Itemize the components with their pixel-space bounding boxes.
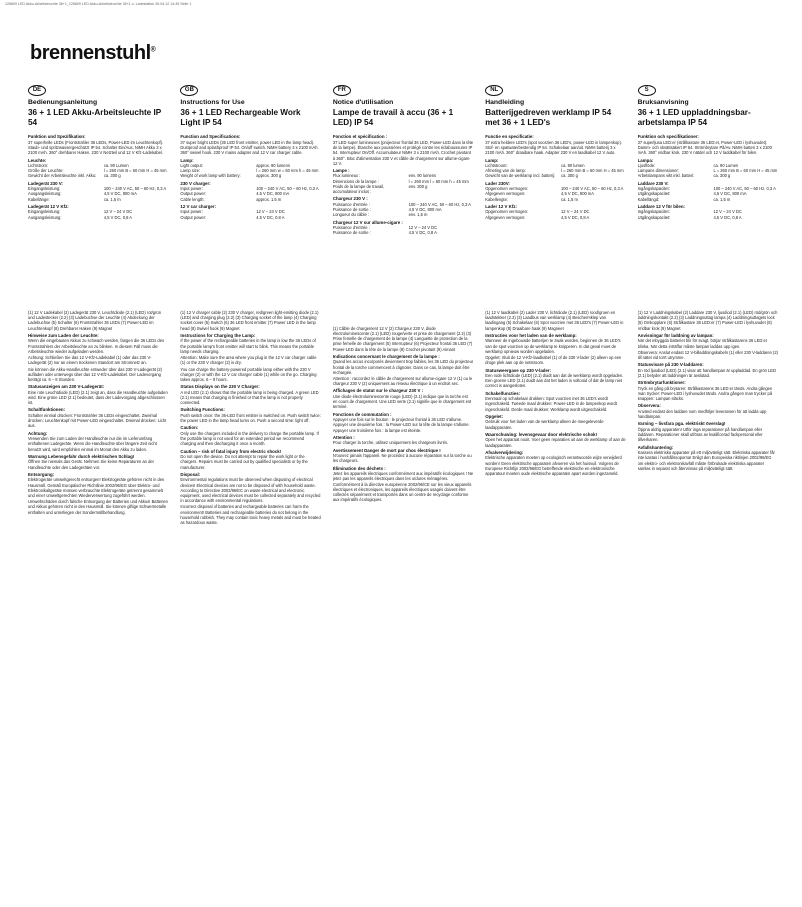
- figure-spacer: [485, 220, 625, 310]
- paragraph: Een rode lichtdiode (LED) (2.1) duidt aan dat de werklamp wordt opgeladen. Een groene LED (2.1) duidt aan dat het laden is voltooid of dat de lamp niet correct is aangesloten.: [485, 373, 624, 389]
- section-heading: Funktion och specifikationer:: [637, 134, 699, 140]
- spec-label: Dimensions de la lampe :: [332, 178, 379, 184]
- spec-value: ca. 1,5 m: [103, 196, 121, 202]
- logo-mark: ®: [150, 46, 156, 54]
- figure-spacer: [180, 220, 320, 310]
- figure-spacer: [638, 220, 778, 310]
- section-heading: Élimination des déchets :: [332, 465, 386, 471]
- spec-value: 4.5 V DC, 800 mA: [256, 191, 290, 197]
- spec-label: Output power:: [180, 214, 207, 220]
- section-heading: Avfallshantering:: [637, 444, 674, 450]
- section-heading: Laddare 230 V:: [637, 180, 669, 186]
- paragraph: Gebruik voor het laden van de werklamp alleen de meegeleverde laadapparaten.: [485, 419, 604, 430]
- spec-value: ca. 90 Lumen: [103, 163, 129, 169]
- section-heading: Caution:: [180, 425, 199, 431]
- spec-value: ca. 90 Lumen: [713, 163, 739, 169]
- section-heading: Statusweergave op 230 V-lader:: [485, 367, 552, 373]
- spec-label: Cable length:: [180, 196, 205, 202]
- spec-value: 12 V – 24 V DC: [713, 209, 742, 215]
- paragraph: Wenn die eingebauten Akkus zu schwach werden, fangen die 36 LEDs des Frontstrahlers der Arbeitsleuchte an zu blinken. In diesem Fall muss die Arbeitsleuchte wieder aufgeladen werden.: [28, 338, 165, 354]
- language-badge: GB: [180, 85, 198, 96]
- spec-label: Eingangsleistung:: [28, 186, 61, 192]
- section-heading: Instructions for Charging the Lamp:: [180, 332, 256, 338]
- section-heading: Chargeur 230 V :: [332, 196, 368, 202]
- spec-value: L = 260 mm B = 60 mm H = 45 mm: [713, 168, 778, 174]
- spec-label: Eingangsleistung:: [28, 209, 61, 215]
- section-heading: Leuchte:: [28, 157, 47, 163]
- spec-label: Ingångskapacitet:: [637, 186, 670, 192]
- language-badge: NL: [485, 85, 503, 96]
- brand-logo: [30, 42, 155, 65]
- paragraph: Quand les accus incorporés deviennent trop faibles, les 36 LED du projecteur frontal de la torche commencent à clignoter. Dans ce cas, la lampe doit être rechargée.: [332, 359, 474, 375]
- spec-value: l = 260 mm w = 60 mm h = 45 mm: [256, 168, 319, 174]
- spec-label: Longueur du câble :: [332, 212, 370, 218]
- spec-label: Ingångskapacitet:: [637, 209, 670, 215]
- section-heading: Lader 230V:: [485, 180, 510, 186]
- section-heading: Anvisningar för laddning av lampan:: [637, 332, 714, 338]
- spec-value: approx. 1.5 m: [256, 196, 282, 202]
- language-column-s: [638, 78, 778, 878]
- language-column-de: [28, 78, 168, 878]
- figure-spacer: [28, 220, 168, 310]
- spec-label: Kabellänge:: [28, 196, 50, 202]
- language-badge: FR: [333, 85, 351, 96]
- spec-label: Afgegeven vermogen:: [485, 214, 526, 220]
- paragraph: 37 extra heldere LED's (spot voorzien 36 LED's, power-LED in lampenkop). Stof- en spatwaterbestendig IP 54. Schakelaar aan/uit. NiMH batterij 3 x 2100 mAh. 360° draaibare haak. Adapter 230 V en laadkabel 12 V auto.: [485, 139, 622, 156]
- column-subtitle: Bruksanvisning: [637, 99, 689, 106]
- spec-value: 100 – 240 V AC, 50 – 60 Hz, 0,3 A: [713, 186, 776, 192]
- spec-label: Utgångskapacitet:: [637, 191, 671, 197]
- section-heading: Switching Functions:: [180, 407, 225, 413]
- section-heading: Functie en specificatie:: [485, 134, 534, 140]
- section-heading: Statusanzeigen am 230 V-Ladegerät:: [28, 384, 105, 390]
- paragraph: You can charge the battery-powered portable lamp either with the 230 V charger (2) or with the 12 V car charger cable (1) while on the go. Charging takes approx. 6 – 8 hours.: [180, 366, 317, 382]
- section-heading: Function and Specifications:: [180, 134, 241, 140]
- spec-value: ca. 90 lumen: [561, 163, 585, 169]
- section-heading: 12 V car charger:: [180, 203, 217, 209]
- section-heading: Achtung:: [28, 430, 48, 436]
- spec-row: [485, 197, 625, 202]
- spec-row: [638, 215, 778, 220]
- section-heading: 230 V charger:: [180, 180, 211, 186]
- paragraph: Verwenden Sie zum Laden der Handleuchte nur die im Lieferumfang enthaltenen Ladegeräte. Wenn die Handleuchte über längere Zeit nicht benutzt wird, wird empfohlen einmal im Monat den Akku zu laden.: [28, 436, 157, 452]
- spec-value: 4,5 V DC, 800 mA: [713, 191, 747, 197]
- spec-label: Output power:: [180, 191, 207, 197]
- section-heading: Schaltfunktionen:: [28, 407, 66, 413]
- section-heading: Hinweise zum Laden der Leuchte:: [28, 332, 99, 338]
- spec-label: Weight of work lamp with battery:: [180, 173, 241, 179]
- spec-label: Puissance de sortie :: [332, 230, 371, 236]
- spec-row: [180, 197, 320, 202]
- spec-row: [333, 184, 473, 194]
- paragraph: 37 super bright LEDs (36 LED front emitter, power LED in the lamp head). Dustproof and splashproof IP 54. On/off switch. NiMH battery 3 x 2100 mAh. 360° swivel hook. 230 V mains adapter and 12 V car charger cable.: [180, 139, 319, 156]
- paragraph: (1) 12 V charger cable (2) 230 V charger, red/green light-emitting diode (2.1) (LED) and charging plug (2.2) (3) Charging socket of the lamp (4) Charging socket cover (5) Switch (6) 36 LED front emitter (7) Power LED in the lamp head (8) Swivel hook (9) Magnet: [180, 309, 319, 331]
- column-subtitle: Notice d'utilisation: [332, 99, 394, 106]
- paragraph: Använd endast den laddare som medföljer leveransen för att ladda upp handlampan.: [637, 408, 767, 420]
- language-column-nl: [485, 78, 625, 878]
- section-heading: Varning – livsfara pga. elektriskt överslag!: [637, 421, 726, 427]
- paragraph: Appuyer une fois sur le bouton : le projecteur frontal à 36 LED s'allume. Appuyer une deuxième fois : la Power-LED sur la tête de la lampe s'allume. Appuyer une troisième fois : la lampe est éteinte.: [332, 417, 470, 433]
- section-heading: Statusvisare på 230 V-laddaren:: [637, 362, 704, 368]
- paragraph: 37 LED super lumineuses (projecteur frontal 36 LED, Power-LED dans la tête de la lampe). Étanche aux poussières et protégé contre les éclaboussures IP 54. Interrupteur On/Off. Accumulateur NiMH 3 x 2100 mAh. Crochet pivotant à 360°. Bloc d'alimentation 230 V et câble de chargement sur allume-cigare 12 V.: [332, 139, 474, 166]
- spec-value: ca. 1,5 m: [713, 196, 731, 202]
- paragraph: Jetez les appareils électriques conformément aux impératifs écologiques ! Ne jetez pas les appareils électriques dans les ordures ménagères. Conformément à la directive européenne 2002/96/CE sur les vieux appareils électriques et électroniques, les appareils électriques usagés doivent être collectés séparément et transportés dans un centre de recyclage conforme aux impératifs écologiques.: [332, 471, 474, 503]
- language-column-gb: [180, 78, 320, 878]
- paragraph: Attention: Make sure the area where you plug in the 12 V car charger cable (1) or the 230 V charger (2) is dry.: [180, 355, 317, 366]
- section-heading: Fonction et spécification :: [332, 134, 388, 140]
- section-heading: Ladegerät 230 V:: [28, 180, 63, 186]
- spec-value: ca. 300 g: [103, 173, 121, 179]
- section-heading: Warnung Lebensgefahr durch elektrischen Schlag!: [28, 453, 135, 459]
- spec-value: ca. 1,5 m: [561, 196, 578, 202]
- spec-row: [485, 173, 625, 178]
- language-badge: S: [638, 85, 656, 96]
- spec-label: Kabellängd:: [637, 196, 660, 202]
- paragraph: (1) 12 V Laddningskabel (2) Laddare 230 V, ljusdiod (2.1) (LED) röd/grön och laddningskontakt (2.2) (3) Laddningsuttag lampa (4) Laddningsuttagets lock (5) Omkopplare (6) Strålkastare 36 LED:er (7) Power-LED i lyshuvudet (8) Vridbar krok (9) Magnet: [637, 309, 778, 331]
- paragraph: Eine rote Leuchtdiode (LED) (2.1) zeigt an, dass die Handleuchte aufgeladen wird. Eine grüne LED (2.1) bedeutet, dass der Ladevorgang abgeschlossen ist.: [28, 389, 168, 406]
- section-heading: Attention :: [332, 434, 355, 440]
- spec-value: 100 – 240 V AC, 50 – 60 Hz, 0,3 A: [103, 186, 167, 192]
- section-heading: Lamp:: [180, 157, 194, 163]
- section-heading: Funktion und Spezifikation:: [28, 134, 86, 140]
- section-heading: Strömbrytarfunktioner:: [637, 380, 686, 386]
- paragraph: Achtung: Schließen Sie das 12 V-Kfz-Ladekabel (1) oder das 230 V-Ladegerät (2) nur an einem trockenen Standort am Stromnetz an.: [28, 355, 152, 366]
- section-heading: Lampe :: [332, 167, 350, 173]
- spec-value: 100 – 240 V AC, 50 – 60 Hz, 0,3 A: [561, 186, 624, 192]
- spec-label: Input power:: [180, 186, 203, 192]
- column-subtitle: Bedienungsanleitung: [28, 99, 98, 106]
- paragraph: Elektrogeräte umweltgerecht entsorgen! Elektrogeräte gehören nicht in den Hausmüll. Gemäß Europäischer Richtlinie 2002/96/EG über Elektro- und Elektronikaltgeräte müssen verbrauchte Elektrogeräte getrennt gesammelt und einer umweltgerechten Wiederverwertung zugeführt werden.: [28, 477, 165, 498]
- spec-label: Input power:: [180, 209, 203, 215]
- section-heading: Schakelfuncties:: [485, 390, 521, 396]
- spec-row: [180, 173, 320, 178]
- paragraph: If the power of the rechargeable batteries in the lamp is low the 36 LEDs of the portable lamp's front emitter will start to blink. This means the portable lamp needs charging.: [180, 338, 316, 354]
- spec-value: 12 V – 24 V DC: [103, 209, 133, 215]
- section-heading: Affichages de statut sur le chargeur 230 V :: [332, 388, 424, 394]
- spec-value: env. 90 lumens: [408, 173, 437, 179]
- section-heading: Lampa:: [637, 157, 654, 163]
- spec-row: [638, 173, 778, 178]
- paragraph: En röd ljusdiod (LED) (2.1) visar att handlampan är uppladdad. En grön LED (2.1) betyder att laddningen är avslutad.: [637, 367, 776, 378]
- spec-label: Puissance de sortie :: [332, 207, 371, 213]
- spec-value: l = 260 mm B = 60 mm H = 45 mm: [561, 168, 624, 174]
- spec-value: approx. 90 lumens: [256, 163, 290, 169]
- spec-value: 12 V – 24 V DC: [256, 209, 285, 215]
- spec-label: Lampans dimensioner:: [637, 168, 680, 174]
- section-heading: Instructies voor het laden van de werklamp:: [485, 332, 577, 338]
- paragraph: Kassera elektriska apparater på ett miljövänligt sätt. Elektriska apparater får inte kastas i hushållssoporna! Enligt den Europeiska riktlinjen 2002/96/EG om elektro- och elektronikavfall måste förbrukade elektriska apparater samlas in separat och återvinnas på miljövänligt sätt.: [637, 450, 775, 471]
- column-subtitle: Handleiding: [485, 99, 525, 106]
- spec-row: [28, 215, 168, 220]
- paragraph: Sie können die Akku-Handleuchte entweder über das 230 V-Ladegerät (2) aufladen oder unterwegs über das 12 V-Kfz-Ladekabel. Der Ladevorgang beträgt ca. 6 – 8 Stunden.: [28, 366, 163, 382]
- paragraph: Öppna aldrig apparaten! Utför inga reparationer på handlampan eller laddaren. Reparationer skall utföras av kvalificerad fackpersonal eller tillverkaren.: [637, 426, 763, 443]
- paragraph: (1) 12 V Ladekabel (2) Ladegerät 230 V, Leuchtdiode (2.1) (LED) rot/grün und Ladestecker (2.2) (3) Ladebuchse der Leuchte (4) Abdeckung der Ladebuchse (5) Schalter (6) Frontstrahler 36 LEDs (7) Power-LED im Leuchtenkopf (8) Drehbarer Haken (9) Magnet: [28, 309, 161, 331]
- paragraph: Öffnen Sie niemals das Gerät. Nehmen Sie keine Reparaturen an der Handleuchte oder den Ladegeräten vor.: [28, 459, 154, 470]
- column-title: 36 + 1 LED uppladdningsbar-arbetslampa IP 54: [637, 108, 751, 127]
- paragraph: När det inbyggda batteriet blir för svagt, börjar strålkastarens 36 LED:er blinka. När detta inträffar måste lampan laddas upp igen.: [637, 338, 768, 349]
- spec-value: 4,5 V DC, 0,8 A: [103, 214, 133, 220]
- spec-row: [638, 197, 778, 202]
- section-heading: Fonctions de commutation :: [332, 411, 392, 417]
- spec-value: 12 V – 24 V DC: [408, 225, 438, 231]
- paragraph: 37 superljusa LED:er (strålkastare 36 LED:er, Power-LED i lyshuvudet). Damm- och skvättsäkert IP 54. Strömbrytare På/Av. NiMH batteri 3 x 2100 mAh. 360° vridbar krok. 230 V nätdel och 12 V laddkabel för bilen.: [637, 139, 772, 156]
- paragraph: Push switch once: the 36-LED front emitter is switched on. Push switch twice: the power LED in the lamp head turns on. Push a second time: light off.: [180, 412, 321, 424]
- spec-label: Puissance d'entrée :: [332, 225, 370, 231]
- language-badge: DE: [28, 85, 46, 96]
- paragraph: N'ouvrez jamais l'appareil. Ne procédez à aucune réparation sur la torche ou les chargeurs.: [332, 453, 472, 464]
- section-heading: Afvalverwijdering:: [485, 449, 524, 455]
- spec-label: Ausgangsleistung:: [28, 214, 62, 220]
- spec-row: [28, 173, 168, 178]
- figure-spacer: [333, 236, 473, 326]
- column-title: Lampe de travail à accu (36 + 1 LED) IP 54: [332, 108, 454, 127]
- paragraph: Elektrische apparaten moeten op ecologisch verantwoorde wijze verwijderd worden! Geen elektrische apparaten afvoeren via het huisvuil. Volgens de Europese Richtlijn 2002/96/EG betreffende elektrische en elektronische apparatuur moeten oude elektrische apparaten apart worden ingezameld.: [485, 455, 622, 477]
- logo-text: brennenstuhl: [30, 42, 151, 64]
- spec-value: 4,5 V DC, 800 mA: [103, 191, 137, 197]
- column-title: 36 + 1 LED Rechargeable Work Light IP 54: [180, 108, 301, 127]
- paragraph: Schalter einmal drücken: Frontstrahler 36 LEDs eingeschaltet. Zweimal drücken: Leuchtenkopf mit Power-LED eingeschaltet. Dreimal drücken: Licht aus.: [28, 412, 167, 429]
- section-heading: Indications concernant le chargement de la lampe :: [332, 353, 440, 359]
- language-column-fr: [333, 78, 473, 878]
- spec-value: ca. 300 g: [713, 173, 731, 179]
- paragraph: Only use the chargers included in the delivery to charge the portable lamp. If the portable lamp is not used for an extended period we recommend charging and then discharging it once a month.: [180, 430, 319, 447]
- spec-value: 100 – 240 V AC, 50 – 60 Hz, 0.3 A: [256, 186, 319, 192]
- spec-value: ca. 300 g: [561, 173, 578, 179]
- paragraph: Wanneer de ingebouwde batterijen te zwak worden, beginnen de 36 LED's van de spot voorzien op de werklamp te knipperen. In dat geval moet de werklamp opnieuw worden opgeladen.: [485, 338, 621, 354]
- spec-row: [333, 230, 473, 235]
- paragraph: Umweltschäden durch falsche Entsorgung der Batterien und Akkus! Batterien und Akkus gehören nicht in den Hausmüll. Sie können giftige Schwermetalle enthalten und unterliegen der Sondermüllbehandlung.: [28, 499, 168, 515]
- paragraph: Observera: Anslut endast 12 V-billaddningskabeln (1) eller 230 V-laddaren (2) till nätet vid torrt utrymme.: [637, 349, 779, 361]
- spec-value: l = 260 mm B = 60 mm H = 45 mm: [103, 168, 167, 174]
- paragraph: Do not open the device. Do not attempt to repair the work light or the chargers. Repairs must be carried out by qualified specialists or by the manufacturer.: [180, 454, 308, 470]
- section-heading: Opgelet:: [485, 413, 504, 419]
- spec-label: Kabellengte:: [485, 196, 508, 202]
- paragraph: A red LED (2.1) shows that the portable lamp is being charged. A green LED (2.1) means that charging is finished or that the lamp is not properly connected.: [180, 389, 319, 406]
- spec-row: [28, 197, 168, 202]
- paragraph: Tryck en gång på brytaren: Strålkastarens 36 LED:er tänds. Andra gången man trycker: Power-LED i lyshuvudet tänds. Andra gången man trycker på knappen: Lampan släcks.: [637, 385, 773, 402]
- print-header: 126809 LED Akku-Arbeitsleuchte 36+1_126809 LED Akku-Arbeitsleuchte 36+1 o. Ladestation 26.04.12 14:49 Seite 1: [5, 2, 192, 6]
- spec-value: approx. 300 g: [256, 173, 282, 179]
- spec-value: 100 – 240 V AC, 50 – 60 Hz, 0,3 A: [408, 201, 471, 207]
- paragraph: Une diode électroluminescente rouge (LED) (2.1) indique que la torche est en cours de chargement. Une LED verte (2.1) signifie que le chargement est terminé.: [332, 393, 472, 410]
- spec-row: [180, 215, 320, 220]
- paragraph: Open het apparaat nooit. Voer geen reparaties uit aan de werklamp of aan de laadapparaten.: [485, 437, 626, 448]
- section-heading: Ladegerät 12 V Kfz:: [28, 203, 69, 209]
- spec-label: Gewicht van de werklamp incl. batterij:: [485, 173, 556, 179]
- spec-label: Flux lumineux :: [332, 173, 361, 179]
- section-heading: Laddare 12 V för bilen:: [637, 203, 685, 209]
- spec-label: Ausgangsleistung:: [28, 191, 62, 197]
- spec-row: [333, 212, 473, 217]
- spec-value: env. 300 g: [408, 183, 428, 189]
- spec-label: Lichtstroom:: [485, 163, 508, 169]
- section-heading: Avertissement Danger de mort par choc électrique !: [332, 447, 441, 453]
- paragraph: (1) Câble de chargement 12 V (2) Chargeur 230 V, diode électroluminescente (2.1) (LED) rouge/verte et prise de chargement (2.2) (3) Prise femelle de chargement de la lampe (4) Languette de protection de la prise femelle de chargement (5) Interrupteur (6) Projecteur frontal 36 LED (7) Power-LED dans la tête de la lampe (8) Crochet pivotant (9) Aimant: [332, 325, 473, 352]
- spec-label: Puissance d'entrée :: [332, 201, 370, 207]
- spec-value: env. 1,5 m: [408, 212, 428, 218]
- spec-label: Größe der Leuchte:: [28, 168, 64, 174]
- spec-label: Opgenomen vermogen:: [485, 186, 529, 192]
- spec-value: l = 260 mm l = 60 mm h = 45 mm: [408, 178, 469, 184]
- paragraph: Eenmaal op schakelaar drukken: Spot voorzien met 36 LED's wordt ingeschakeld. Tweede maal drukken: Power-LED in de lampenkop wordt ingeschakeld. Derde maal drukken: Werklamp wordt uitgeschakeld.: [485, 396, 617, 412]
- paragraph: Opgelet: Sluit de 12 V-Kfz-laadkabel (1) of de 230 V-lader (2) alleen op een droge plek aan op de netstroom.: [485, 355, 622, 366]
- section-heading: Observera:: [637, 403, 661, 409]
- paragraph: Pour charger la torche, utilisez uniquement les chargeurs livrés.: [332, 440, 449, 446]
- spec-row: [485, 215, 625, 220]
- spec-value: 4,5 V DC, 0,8 A: [561, 214, 590, 220]
- spec-label: Ljusflöde:: [637, 163, 656, 169]
- spec-label: Arbetslampans vikt inkl. batteri:: [637, 173, 695, 179]
- paragraph: (1) 12 V laadkabel (2) Lader 230 V, lichtdiode (2.1) (LED) rood/groen en laadstekker (2.2) (3) Laadbus van werklamp (4) Beschermklep van laadingang (5) Schakelaar (6) Spot voorzien met 36 LED's (7) Power-LED in lampenkop (8) Draaibare haak (9) Magneet: [485, 309, 624, 331]
- spec-value: 4.5 V DC, 0.8 A: [256, 214, 285, 220]
- paragraph: Attention : raccordez le câble de chargement sur allume-cigare 12 V (1) ou le chargeur 230 V (2) uniquement au réseau électrique à un endroit sec.: [332, 375, 473, 387]
- section-heading: Caution – risk of fatal injury from electric shock!: [180, 448, 282, 454]
- spec-value: 12 V – 24 V DC: [561, 209, 590, 215]
- section-heading: Entsorgung:: [28, 471, 55, 477]
- paragraph: Incorrect disposal of batteries and rechargeable batteries can harm the environment! Batteries and rechargeable batteries do not belong in the household rubbish. They may contain toxic heavy metals and must be treated as hazardous waste.: [180, 504, 321, 526]
- section-heading: Chargeur 12 V sur allume-cigare :: [332, 219, 403, 225]
- paragraph: 37 superhelle LEDs (Frontstrahler 36 LEDs, Power-LED im Leuchtenkopf). Staub- und spritzwassergeschützt IP 54. Schalter Ein/Aus. NiMH Akku 3 x 2100 mAh. 360° drehbarer Haken. 230 V Netzteil und 12 V Kfz-Ladekabel.: [28, 139, 164, 156]
- section-heading: Status Displays on the 230 V Charger:: [180, 384, 260, 390]
- spec-label: Gewicht der Arbeitsleuchte inkl. Akku:: [28, 173, 97, 179]
- spec-label: Lichtstrom:: [28, 163, 49, 169]
- spec-label: Light output:: [180, 163, 203, 169]
- section-heading: Disposal:: [180, 471, 201, 477]
- column-title: Batterijgedreven werklamp IP 54 met 36 + 1 LED's: [485, 108, 612, 127]
- column-subtitle: Instructions for Use: [180, 99, 245, 106]
- spec-value: 4,5 V DC, 0,8 A: [408, 230, 437, 236]
- spec-value: 4,5 V DC, 800 mA: [408, 207, 442, 213]
- spec-value: 4,5 V DC, 800 mA: [561, 191, 595, 197]
- column-title: 36 + 1 LED Akku-Arbeitsleuchte IP 54: [28, 108, 162, 127]
- spec-label: Afgegeven vermogen:: [485, 191, 526, 197]
- spec-label: Afmeting van de lamp:: [485, 168, 526, 174]
- spec-label: Utgångskapacitet:: [637, 214, 671, 220]
- spec-label: Poids de la lampe de travail, accumulateur inclus :: [332, 183, 385, 195]
- paragraph: Environmental regulations must be observed when disposing of electrical devices! Electrical devices are not to be disposed of with household waste. According to Directive 2002/96/EC on waste electrical and electronic equipment, used electrical devices must be collected separately and recycled in accordance with environmental regulations.: [180, 477, 321, 504]
- language-columns: [28, 78, 778, 878]
- section-heading: Waarschuwing: levensgevaar door elektrische schok!: [485, 431, 598, 437]
- section-heading: Lader 12 V Kfz:: [485, 203, 517, 209]
- spec-label: Opgenomen vermogen:: [485, 209, 529, 215]
- spec-value: 4,5 V DC, 0,8 A: [713, 214, 742, 220]
- spec-label: Lamp size:: [180, 168, 201, 174]
- section-heading: Lamp:: [485, 157, 499, 163]
